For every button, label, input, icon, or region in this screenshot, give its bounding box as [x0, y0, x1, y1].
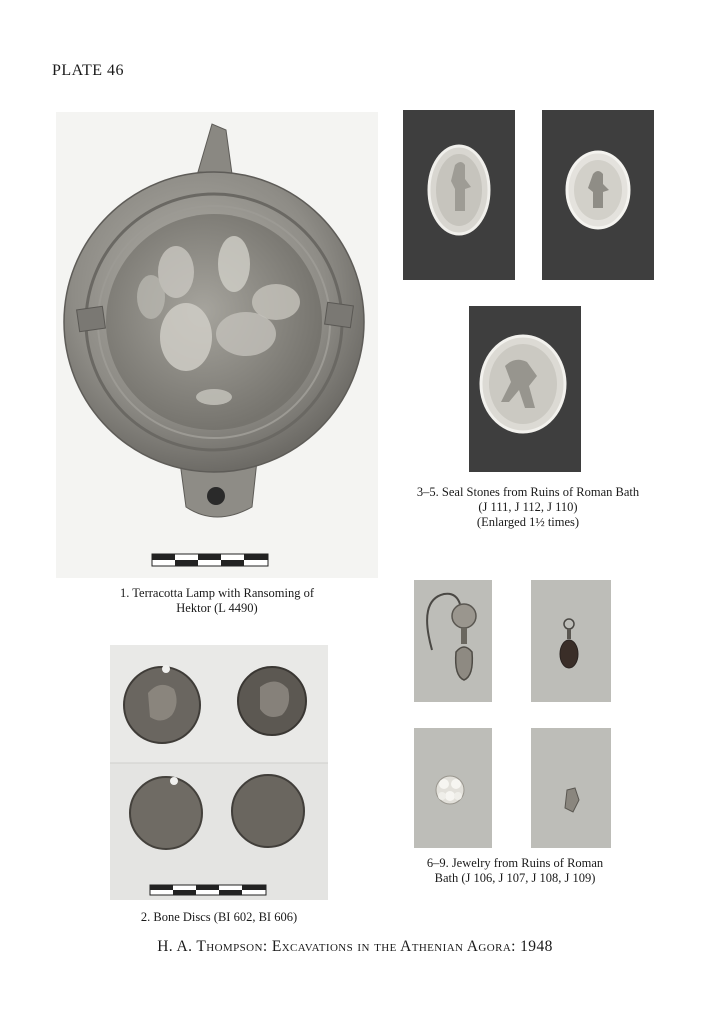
jewelry-j107 [531, 580, 611, 702]
jewelry-j109 [531, 728, 611, 848]
jewelry-j106 [414, 580, 492, 702]
seal-stone-j112 [542, 110, 654, 280]
bone-discs-photo [110, 645, 328, 900]
plate-label: PLATE 46 [52, 62, 124, 79]
jewelry-j108 [414, 728, 492, 848]
footer-separator: : [262, 938, 268, 955]
jewelry-caption-line2: Bath (J 106, J 107, J 108, J 109) [434, 871, 596, 885]
footer-year: : 1948 [511, 938, 553, 955]
running-footer [0, 938, 710, 956]
footer-title: Excavations in the Athenian Agora [271, 938, 512, 955]
lamp-photo [56, 112, 378, 578]
footer-author: H. A. Thompson [157, 938, 263, 955]
seal-stone-j110 [469, 306, 581, 472]
seals-caption-line1: 3–5. Seal Stones from Ruins of Roman Bath [416, 485, 640, 499]
seals-caption-line2: (J 111, J 112, J 110) [478, 500, 578, 514]
seals-caption-line3: (Enlarged 1½ times) [476, 515, 580, 529]
discs-caption: 2. Bone Discs (BI 602, BI 606) [140, 910, 298, 924]
jewelry-caption-line1: 6–9. Jewelry from Ruins of Roman [426, 856, 604, 870]
seal-stone-j111 [403, 110, 515, 280]
lamp-caption-line2: Hektor (L 4490) [176, 601, 258, 615]
lamp-caption-line1: 1. Terracotta Lamp with Ransoming of [120, 586, 314, 600]
